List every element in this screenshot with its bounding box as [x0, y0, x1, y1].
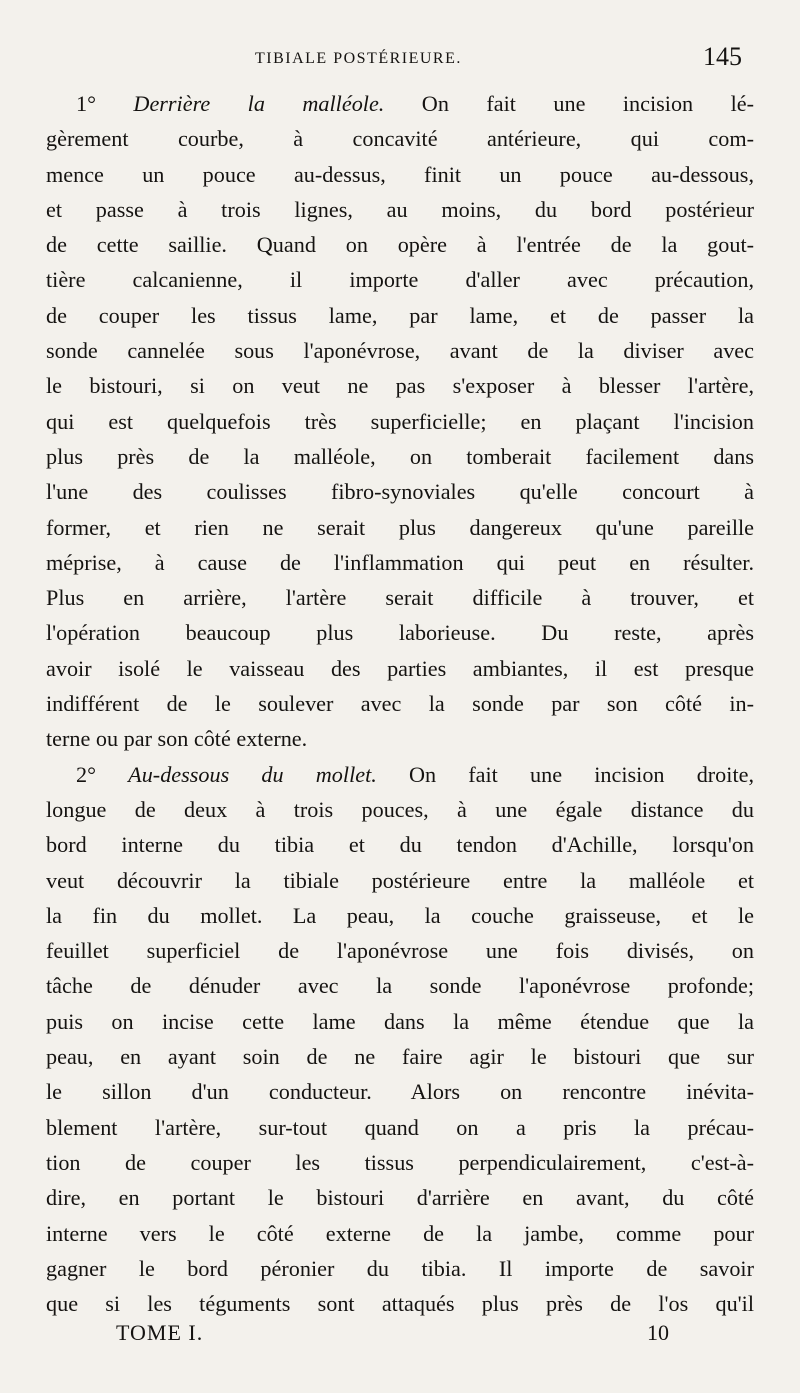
- text-line: qui est quelquefois très superficielle; en plaçant l'incision: [46, 408, 754, 434]
- text-line: Plus en arrière, l'artère serait difficile à trouver, et: [46, 585, 754, 611]
- text-line: le sillon d'un conducteur. Alors on rencontre inévita-: [46, 1079, 754, 1105]
- text-line: feuillet superficiel de l'aponévrose une fois divisés, on: [46, 938, 754, 964]
- text-line: puis on incise cette lame dans la même étendue que la: [46, 1008, 754, 1034]
- text-line: mence un pouce au-dessus, finit un pouce au-dessous,: [46, 161, 754, 187]
- text-line: interne vers le côté externe de la jambe, comme pour: [46, 1220, 754, 1246]
- text-line: sonde cannelée sous l'aponévrose, avant de la diviser avec: [46, 338, 754, 364]
- text-line: que si les téguments sont attaqués plus près de l'os qu'il: [46, 1291, 754, 1317]
- volume-signature: TOME I.: [116, 1320, 204, 1345]
- text-line: peau, en ayant soin de ne faire agir le bistouri que sur: [46, 1044, 754, 1070]
- page-number: 145: [703, 42, 742, 71]
- text-line: tion de couper les tissus perpendiculairement, c'est-à-: [46, 1149, 754, 1175]
- text-line: blement l'artère, sur-tout quand on a pris la précau-: [46, 1114, 754, 1140]
- body-text: [46, 86, 754, 1321]
- section-heading: Au-dessous du mollet.: [128, 761, 377, 787]
- text-line: terne ou par son côté externe.: [46, 726, 308, 752]
- text-line: veut découvrir la tibiale postérieure entre la malléole et: [46, 867, 754, 893]
- text-line: méprise, à cause de l'inflammation qui peut en résulter.: [46, 549, 754, 575]
- text-line: dire, en portant le bistouri d'arrière en avant, du côté: [46, 1185, 754, 1211]
- text-line: 1° Derrière la malléole. On fait une incision lé-: [76, 91, 754, 116]
- section-heading: Derrière la malléole.: [133, 91, 385, 116]
- text-line: tière calcanienne, il importe d'aller avec précaution,: [46, 267, 754, 293]
- text-line: l'une des coulisses fibro-synoviales qu'elle concourt à: [46, 479, 754, 505]
- text-line: former, et rien ne serait plus dangereux qu'une pareille: [46, 514, 754, 540]
- text-line: et passe à trois lignes, au moins, du bord postérieur: [46, 196, 754, 222]
- text-line: bord interne du tibia et du tendon d'Achille, lorsqu'on: [46, 832, 754, 858]
- text-line: avoir isolé le vaisseau des parties ambiantes, il est presque: [46, 655, 754, 681]
- text-line: tâche de dénuder avec la sonde l'aponévrose profonde;: [46, 973, 754, 999]
- text-line: le bistouri, si on veut ne pas s'exposer à blesser l'artère,: [46, 373, 754, 399]
- text-line: l'opération beaucoup plus laborieuse. Du reste, après: [46, 620, 754, 646]
- running-head: TIBIALE POSTÉRIEURE.: [255, 50, 462, 67]
- text-line: gèrement courbe, à concavité antérieure, qui com-: [46, 126, 754, 152]
- text-line: longue de deux à trois pouces, à une égale distance du: [46, 796, 754, 822]
- text-line: de cette saillie. Quand on opère à l'entrée de la gout-: [46, 232, 754, 258]
- text-line: la fin du mollet. La peau, la couche graisseuse, et le: [46, 902, 754, 928]
- text-line: indifférent de le soulever avec la sonde par son côté in-: [46, 691, 754, 717]
- text-line: plus près de la malléole, on tomberait facilement dans: [46, 443, 754, 469]
- gathering-number: 10: [647, 1320, 669, 1345]
- text-line: de couper les tissus lame, par lame, et de passer la: [46, 302, 754, 328]
- text-line: gagner le bord péronier du tibia. Il importe de savoir: [46, 1255, 754, 1281]
- text-line: 2° Au-dessous du mollet. On fait une incision droite,: [76, 761, 754, 787]
